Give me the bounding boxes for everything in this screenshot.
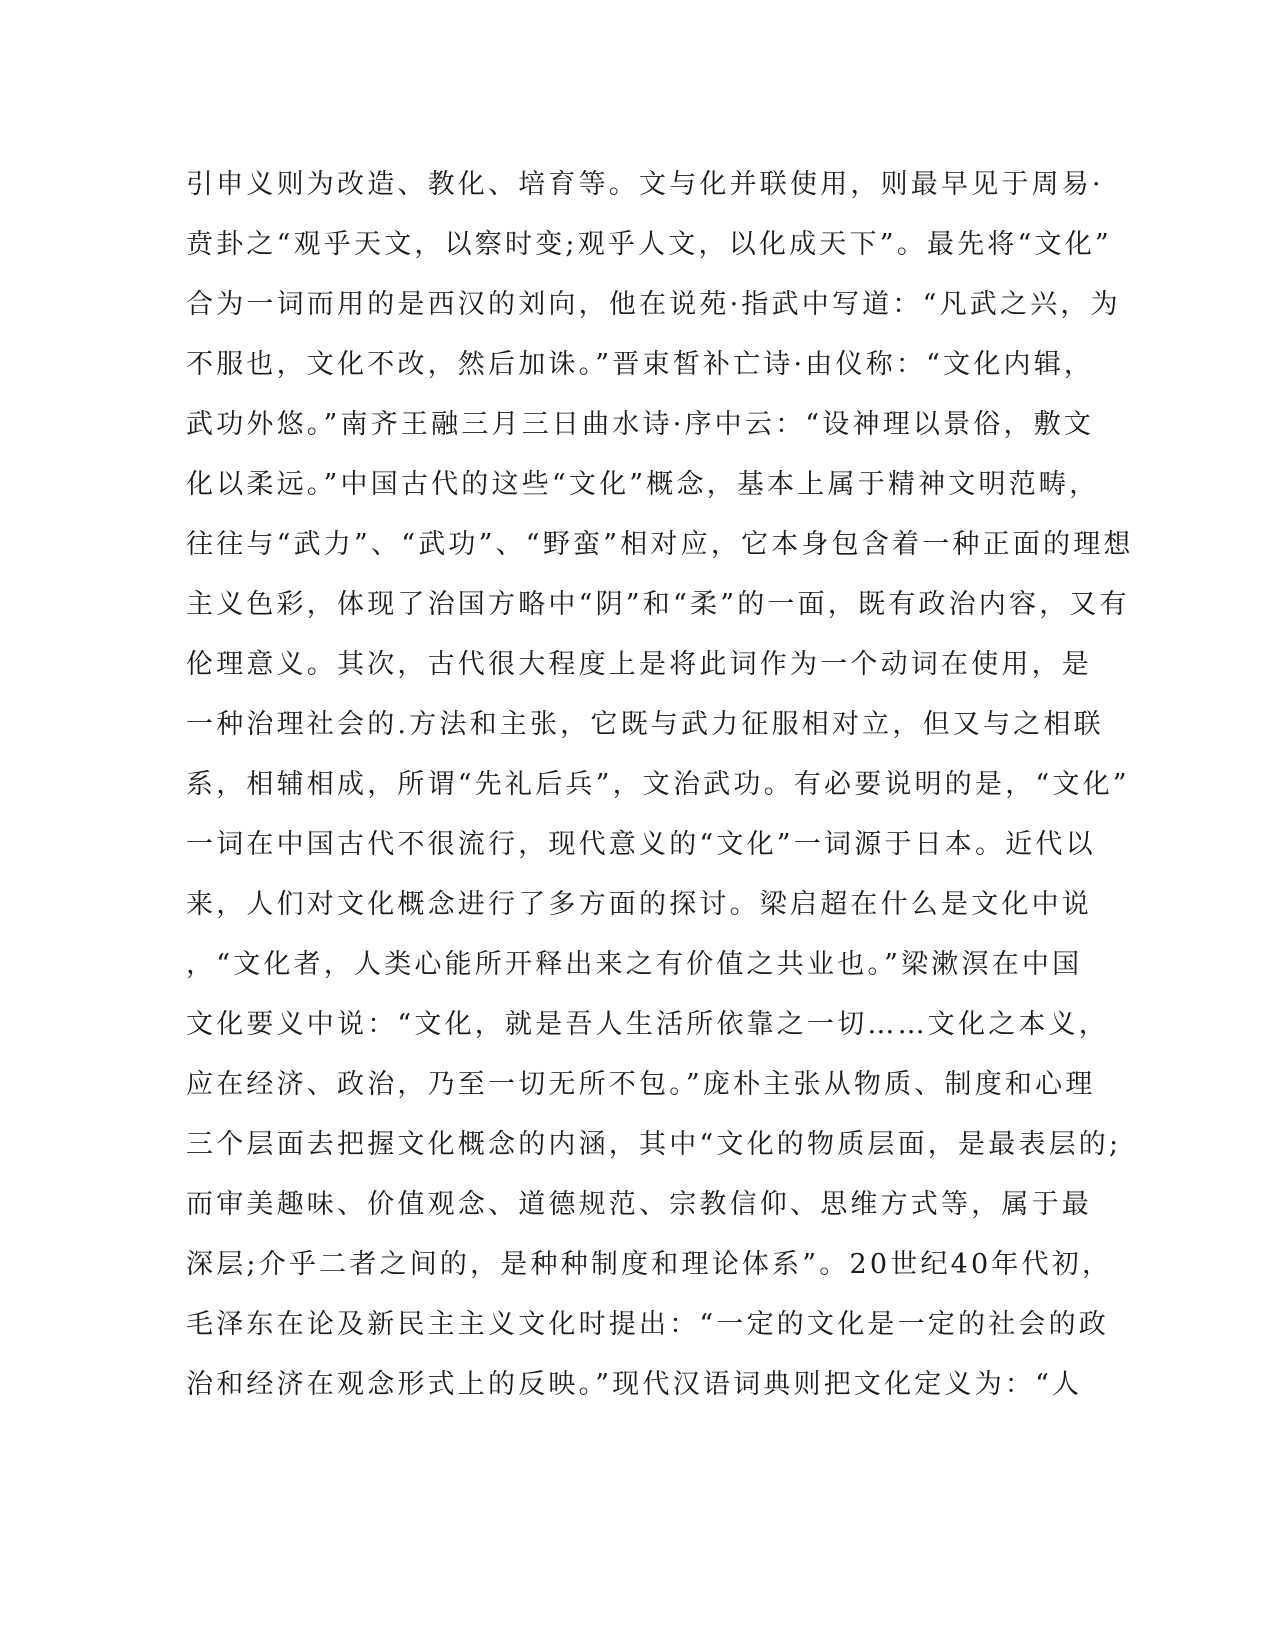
body-text [186,155,1134,1415]
text-line: 治和经济在观念形式上的反映。”现代汉语词典则把文化定义为：“人 [186,1369,1083,1400]
text-line: 引申义则为改造、教化、培育等。文与化并联使用，则最早见于周易· [186,169,1104,200]
text-line: 武功外悠。”南齐王融三月三日曲水诗·序中云：“设神理以景俗，敷文 [186,409,1095,440]
text-line: 往往与“武力”、“武功”、“野蛮”相对应，它本身包含着一种正面的理想 [186,529,1134,560]
text-line: 而审美趣味、价值观念、道德规范、宗教信仰、思维方式等，属于最 [186,1189,1092,1220]
text-line: 深层;介乎二者之间的，是种种制度和理论体系”。20世纪40年代初， [186,1249,1113,1280]
text-line: 来，人们对文化概念进行了多方面的探讨。梁启超在什么是文化中说 [186,889,1092,920]
text-line: 系，相辅相成，所谓“先礼后兵”，文治武功。有必要说明的是，“文化” [186,769,1130,800]
text-line: 主义色彩，体现了治国方略中“阴”和“柔”的一面，既有政治内容，又有 [186,589,1130,620]
text-line: 一词在中国古代不很流行，现代意义的“文化”一词源于日本。近代以 [186,829,1096,860]
text-line: 文化要义中说：“文化，就是吾人生活所依靠之一切……文化之本义， [186,1009,1110,1040]
text-line: 伦理意义。其次，古代很大程度上是将此词作为一个动词在使用，是 [186,649,1092,680]
text-line: 毛泽东在论及新民主主义文化时提出：“一定的文化是一定的社会的政 [186,1309,1110,1340]
text-line: 应在经济、政治，乃至一切无所不包。”庞朴主张从物质、制度和心理 [186,1069,1096,1100]
text-line: 三个层面去把握文化概念的内涵，其中“文化的物质层面，是最表层的; [186,1129,1122,1160]
text-line: 贲卦之“观乎天文，以察时变;观乎人文，以化成天下”。最先将“文化” [186,229,1112,260]
text-line: ，“文化者，人类心能所开释出来之有价值之共业也。”梁漱溟在中国 [186,949,1083,980]
text-line: 合为一词而用的是西汉的刘向，他在说苑·指武中写道：“凡武之兴，为 [186,289,1121,320]
text-line: 化以柔远。”中国古代的这些“文化”概念，基本上属于精神文明范畴， [186,469,1100,500]
text-line: 不服也，文化不改，然后加诛。”晋束皙补亡诗·由仪称：“文化内辑， [186,349,1095,380]
text-line: 一种治理社会的.方法和主张，它既与武力征服相对立，但又与之相联 [186,709,1104,740]
